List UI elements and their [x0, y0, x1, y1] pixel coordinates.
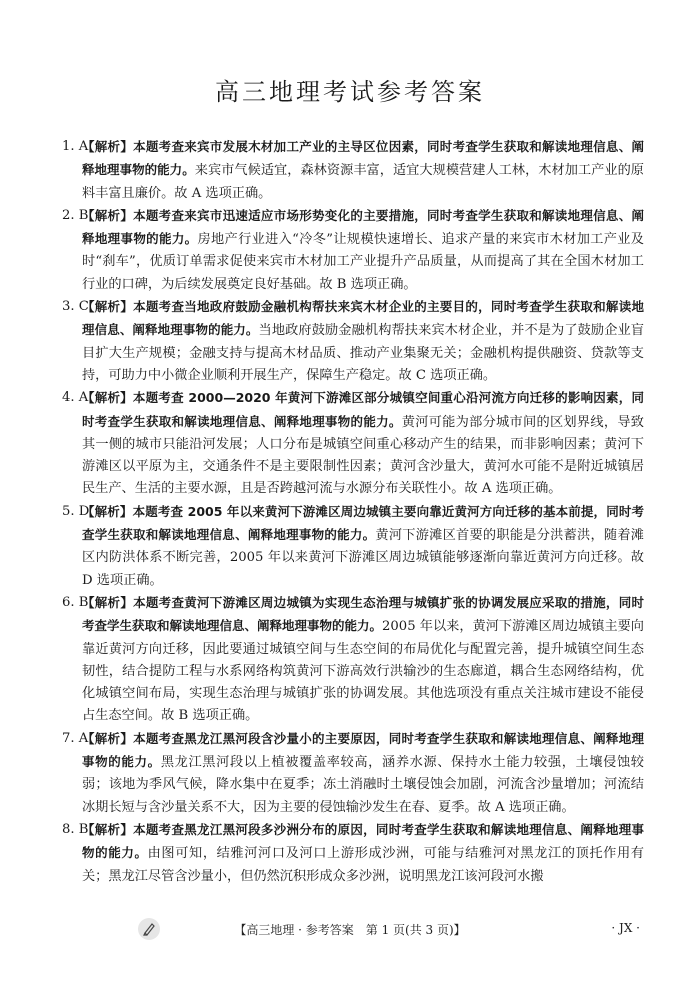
analysis-tag: 【解析】	[82, 390, 133, 406]
answer-number: 5. D	[62, 503, 90, 519]
answer-item	[62, 819, 644, 888]
analysis-tag: 【解析】	[82, 207, 134, 223]
page-footer	[0, 918, 700, 940]
answer-number: 1. A	[62, 139, 89, 154]
answer-item	[62, 592, 644, 728]
answer-number: 3. C	[62, 299, 89, 315]
footer-code: · JX ·	[611, 921, 640, 935]
answer-item	[62, 728, 644, 819]
analysis-tag: 【解析】	[82, 503, 133, 519]
answer-number: 6. B	[62, 594, 89, 610]
answer-item	[62, 296, 644, 387]
page-title: 高三地理考试参考答案	[215, 78, 485, 106]
answer-body: 2005 年以来，黄河下游滩区周边城镇主要向靠近黄河方向迁移，因此要通过城镇空间与生态空间的布局优化与配置完善，提升城镇空间生态韧性，结合提防工程与水系网络构筑黄河下游高效行洪输沙的生态廊道，耦合生态网络结构，优化城镇空间布局，实现生态治理与城镇扩张的协调发展。其他选项没有重点关注城市建设不能侵占生态空间。故 B 选项正确。	[82, 619, 644, 724]
analysis-tag: 【解析】	[82, 299, 134, 315]
answer-lead: 本题考查来宾市迅速适应市场形势变化的主要措施，同时考查学生获取和解读地理信息、阐释地理事物的能力。	[82, 207, 644, 247]
answer-lead: 本题考查黄河下游滩区周边城镇为实现生态治理与城镇扩张的协调发展应采取的措施，同时考查学生获取和解读地理信息、阐释地理事物的能力。	[82, 594, 644, 634]
answer-item	[62, 205, 644, 296]
analysis-tag: 【解析】	[82, 594, 134, 610]
answer-number: 7. A	[62, 730, 89, 746]
answer-list	[62, 136, 644, 888]
answer-body: 由图可知，结雅河河口及河口上游形成沙洲，可能与结雅河对黑龙江的顶托作用有关；黑龙江尽管含沙量小，但仍然沉积形成众多沙洲，说明黑龙江该河段河水搬	[82, 846, 644, 884]
answer-lead: 本题考查 2000—2020 年黄河下游滩区部分城镇空间重心沿河流方向迁移的影响因素，同时考查学生获取和解读地理信息、阐释地理事物的能力。	[82, 390, 644, 429]
answer-body: 当地政府鼓励金融机构帮扶来宾木材企业，并不是为了鼓励企业盲目扩大生产规模；金融支持与提高木材品质、推动产业集聚无关；金融机构提供融资、贷款等支持，可助力中小微企业顺利开展生产，保障生产稳定。故 C 选项正确。	[82, 323, 644, 383]
answer-lead: 本题考查来宾市发展木材加工产业的主导区位因素，同时考查学生获取和解读地理信息、阐释地理事物的能力。	[82, 139, 644, 178]
answer-body: 来宾市气候适宜，森林资源丰富，适宜大规模营建人工林，木材加工产业的原料丰富且廉价。故 A 选项正确。	[82, 163, 644, 201]
answer-item	[62, 387, 644, 500]
answer-body: 黄河下游滩区首要的职能是分洪蓄洪，随着滩区内防洪体系不断完善，2005 年以来黄河下游滩区周边城镇能够逐渐向靠近黄河方向迁移。故 D 选项正确。	[82, 528, 644, 588]
answer-lead: 本题考查当地政府鼓励金融机构帮扶来宾木材企业的主要目的，同时考查学生获取和解读地理信息、阐释地理事物的能力。	[82, 299, 644, 338]
analysis-tag: 【解析】	[82, 821, 134, 837]
answer-item	[62, 501, 644, 592]
answer-lead: 本题考查黑龙江黑河段多沙洲分布的原因，同时考查学生获取和解读地理信息、阐释地理事物的能力。	[82, 821, 644, 861]
answer-body: 黑龙江黑河段以上植被覆盖率较高，涵养水源、保持水土能力较强，土壤侵蚀较弱；该地为季风气候，降水集中在夏季；冻土消融时土壤侵蚀会加剧，河流含沙量增加；河流结冰期长短与含沙量关系不大，因为主要的侵蚀输沙发生在春、夏季。故 A 选项正确。	[82, 755, 644, 815]
answer-number: 4. A	[62, 390, 89, 406]
analysis-tag: 【解析】	[82, 139, 134, 154]
footer-page-info: 【高三地理 · 参考答案 第 1 页(共 3 页)】	[234, 923, 466, 937]
analysis-tag: 【解析】	[82, 730, 134, 746]
answer-lead: 本题考查黑龙江黑河段含沙量小的主要原因，同时考查学生获取和解读地理信息、阐释地理事物的能力。	[82, 730, 644, 770]
answer-lead: 本题考查 2005 年以来黄河下游滩区周边城镇主要向靠近黄河方向迁移的基本前提，同时考查学生获取和解读地理信息、阐释地理事物的能力。	[82, 503, 644, 543]
answer-number: 8. B	[62, 821, 89, 837]
answer-number: 2. B	[62, 207, 89, 223]
answer-body: 黄河可能为部分城市间的区划界线，导致其一侧的城市只能沿河发展；人口分布是城镇空间重心移动产生的结果，而非影响因素；黄河下游滩区以平原为主，交通条件不是主要限制性因素；黄河含沙量大，黄河水可能不是附近城镇居民生产、生活的主要水源，且是否跨越河流与水源分布关联性小。故 A 选项正确。	[82, 414, 644, 497]
answer-body: 房地产行业进入“冷冬”让规模快速增长、追求产量的来宾市木材加工产业及时“刹车”，优质订单需求促使来宾市木材加工产业提升产品质量，从而提高了其在全国木材加工行业的口碑，为后续发展奠定良好基础。故 B 选项正确。	[82, 232, 644, 292]
answer-item	[62, 136, 644, 205]
